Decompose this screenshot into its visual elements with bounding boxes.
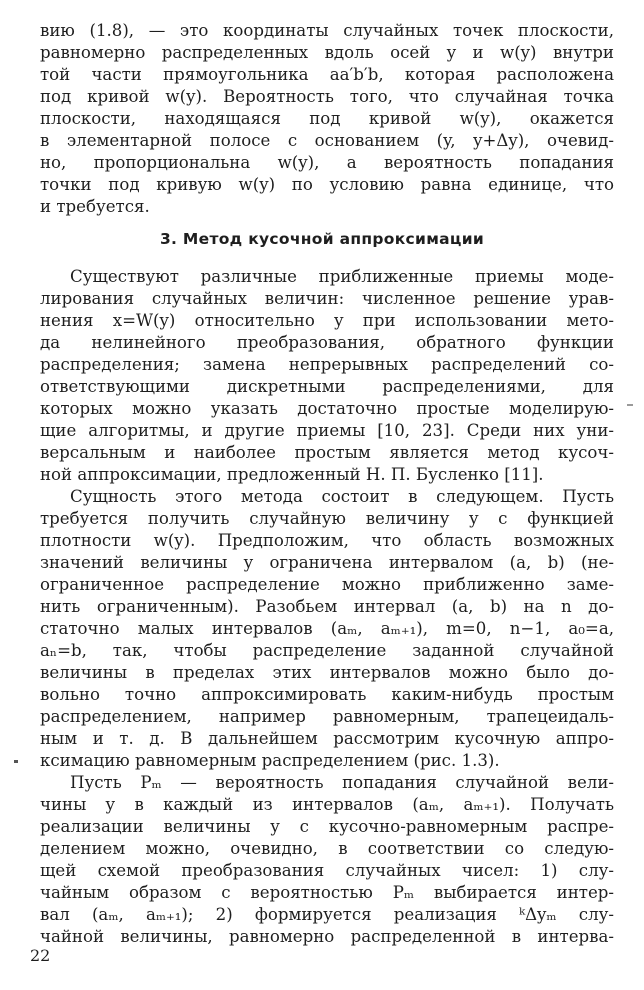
text-line: aₙ=b, так, чтобы распределение заданной случайной	[40, 641, 614, 660]
text-line: чины y в каждый из интервалов (aₘ, aₘ₊₁). Получать	[40, 795, 614, 814]
text-line: ограниченное распределение можно приближенно заме-	[40, 575, 614, 594]
text-line: реализации величины y с кусочно-равномерным распре-	[40, 817, 614, 836]
text-line: под кривой w(y). Вероятность того, что случайная точка	[40, 87, 614, 106]
text-line: но, пропорциональна w(y), а вероятность попадания	[40, 153, 614, 172]
text-line: Существуют различные приближенные приемы моде-	[70, 267, 614, 286]
text-line: точки под кривую w(y) по условию равна единице, что	[40, 175, 614, 194]
text-line: вал (aₘ, aₘ₊₁); 2) формируется реализация ᵏΔyₘ слу-	[40, 905, 614, 924]
text-line: вию (1.8), — это координаты случайных точек плоскости,	[40, 21, 614, 40]
section-heading: 3. Метод кусочной аппроксимации	[159, 230, 485, 248]
text-line: статочно малых интервалов (aₘ, aₘ₊₁), m=0, n−1, a₀=a,	[40, 619, 614, 638]
text-line: и требуется.	[40, 197, 150, 216]
text-line: распределением, например равномерным, трапецеидаль-	[40, 707, 614, 726]
text-line: ным и т. д. В дальнейшем рассмотрим кусочную аппро-	[40, 729, 614, 748]
text-line: равномерно распределенных вдоль осей y и w(y) внутри	[40, 43, 614, 62]
text-line: распределения; замена непрерывных распределений со-	[40, 355, 614, 374]
text-line: плотности w(y). Предположим, что область возможных	[40, 531, 614, 550]
text-line: которых можно указать достаточно простые моделирую-	[40, 399, 614, 418]
text-line: Пусть Pₘ — вероятность попадания случайной вели-	[70, 773, 614, 792]
text-line: значений величины y ограничена интервалом (a, b) (не-	[40, 553, 614, 572]
text-line: вольно точно аппроксимировать каким-нибудь простым	[40, 685, 614, 704]
text-line: да нелинейного преобразования, обратного функции	[40, 333, 614, 352]
text-line: чайной величины, равномерно распределенной в интерва-	[40, 927, 614, 946]
text-line: ответствующими дискретными распределениями, для	[40, 377, 614, 396]
text-line: делением можно, очевидно, в соответствии со следую-	[40, 839, 614, 858]
text-line: щие алгоритмы, и другие приемы [10, 23]. Среди них уни-	[40, 421, 614, 440]
margin-mark	[14, 760, 18, 763]
text-line: нить ограниченным). Разобьем интервал (a, b) на n до-	[40, 597, 614, 616]
text-line: нения x=W(y) относительно y при использовании мето-	[40, 311, 614, 330]
text-line: щей схемой преобразования случайных чисел: 1) слу-	[40, 861, 614, 880]
text-line: в элементарной полосе с основанием (y, y+Δy), очевид-	[40, 131, 614, 150]
text-line: чайным образом с вероятностью Pₘ выбирается интер-	[40, 883, 614, 902]
page-number: 22	[30, 946, 51, 965]
margin-tick	[627, 404, 633, 406]
text-line: плоскости, находящаяся под кривой w(y), окажется	[40, 109, 614, 128]
text-line: лирования случайных величин: численное решение урав-	[40, 289, 614, 308]
text-line: величины в пределах этих интервалов можно было до-	[40, 663, 614, 682]
text-line: требуется получить случайную величину y с функцией	[40, 509, 614, 528]
text-line: ксимацию равномерным распределением (рис. 1.3).	[40, 751, 500, 770]
text-line: версальным и наиболее простым является метод кусоч-	[40, 443, 614, 462]
text-line: той части прямоугольника aa′b′b, которая расположена	[40, 65, 614, 84]
text-line: Сущность этого метода состоит в следующем. Пусть	[70, 487, 614, 506]
text-line: ной аппроксимации, предложенный Н. П. Бусленко [11].	[40, 465, 544, 484]
